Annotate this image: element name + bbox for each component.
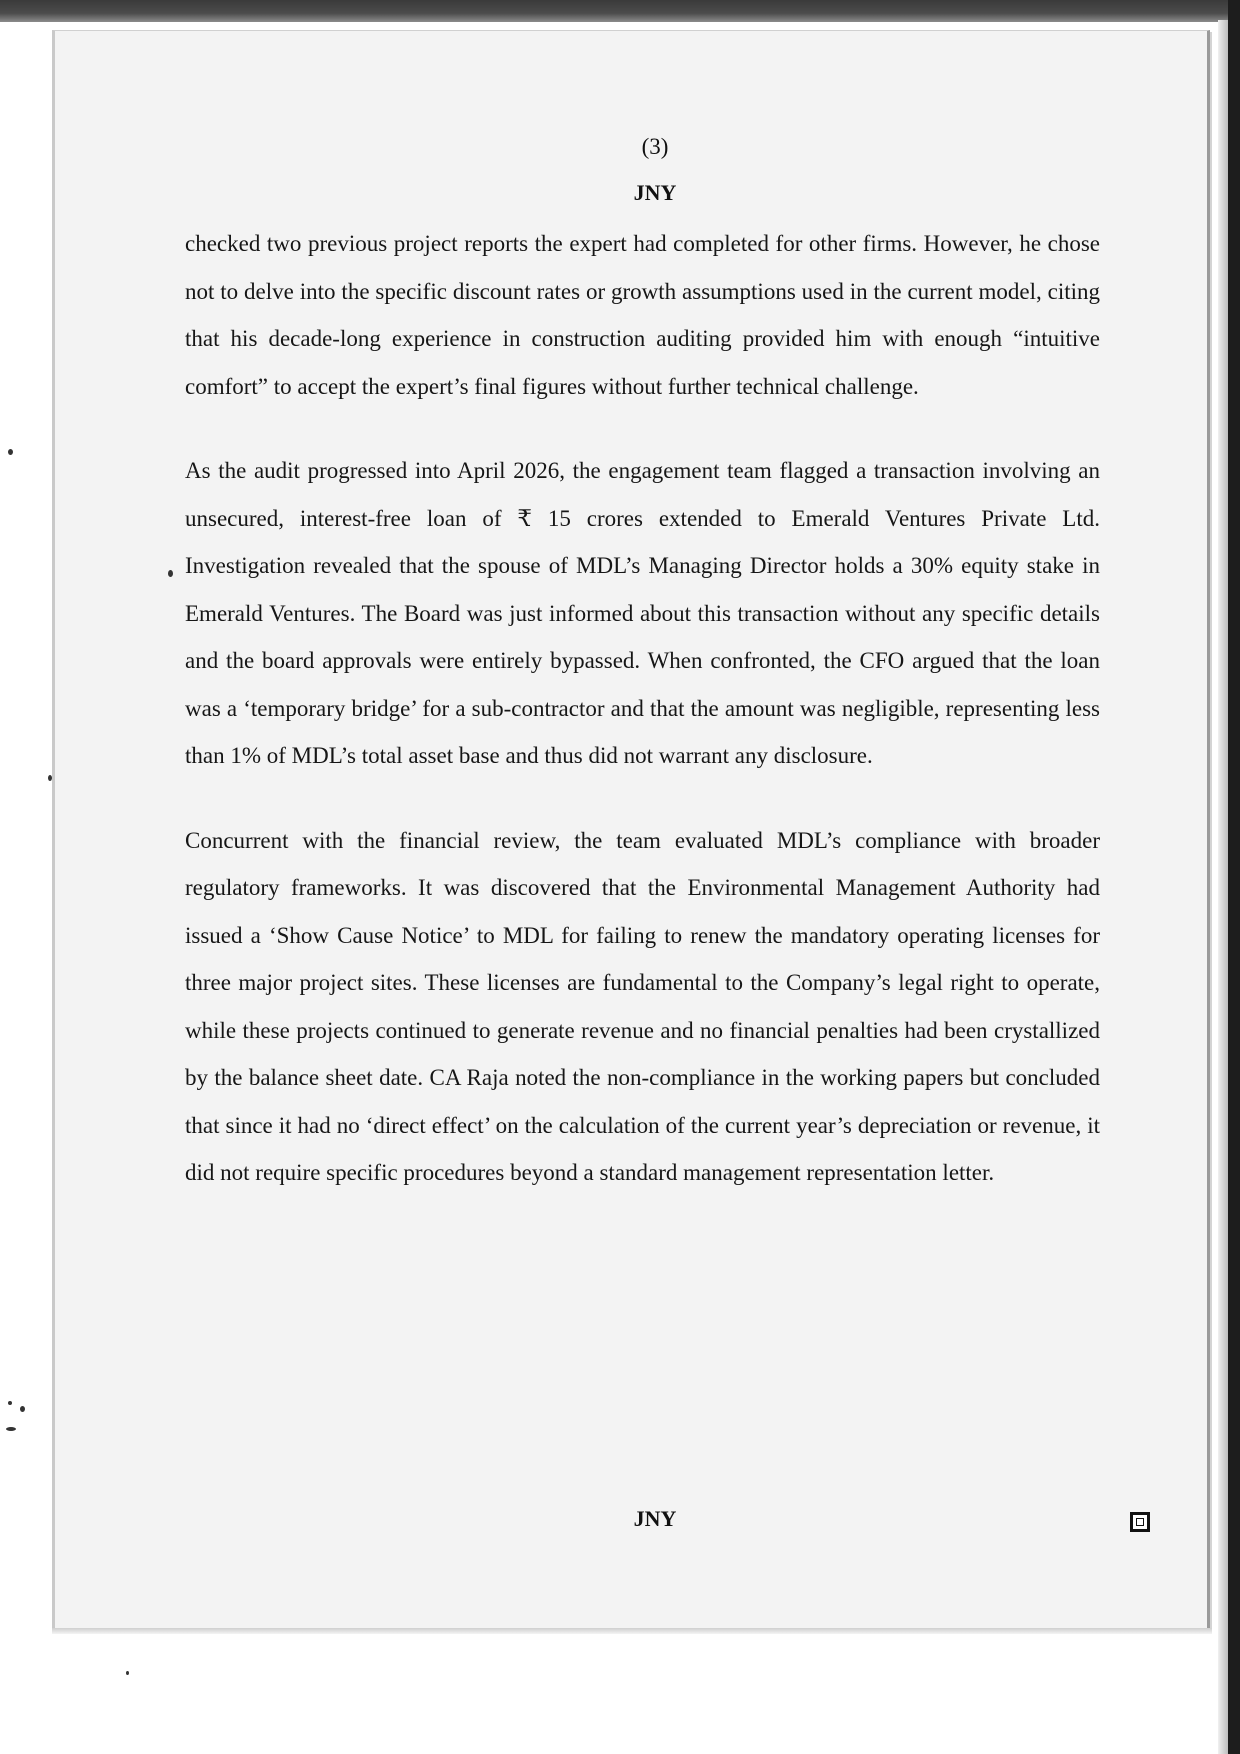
scan-speck bbox=[20, 1406, 25, 1412]
page-number: (3) bbox=[641, 134, 669, 159]
paragraph-related-party-loan: As the audit progressed into April 2026, the engagement team flagged a transaction involving an unsecured, interest-free loan of ₹ 15 crores extended to Emerald Ventures Private Ltd. Investigation revealed that the spouse of MDL’s Managing Director holds a 30% equity stake in Emerald Ventures. The Board was just informed about this transaction without any specific details and the board approvals were entirely bypassed. When confronted, the CFO argued that the loan was a ‘temporary bridge’ for a sub-contractor and that the amount was negligible, representing less than 1% of MDL’s total asset base and thus did not warrant any disclosure. bbox=[185, 458, 1100, 768]
paper-bottom-edge bbox=[52, 1628, 1212, 1634]
paragraph-expert-review: checked two previous project reports the expert had completed for other firms. However, he chose not to delve into the specific discount rates or growth assumptions used in the current model, citing that his decade-long experience in construction auditing provided him with enough “intuitive comfort” to accept the expert’s final figures without further technical challenge. bbox=[185, 231, 1100, 399]
document-body bbox=[185, 220, 1100, 1234]
footer-code: JNY bbox=[633, 1506, 677, 1531]
header-code: JNY bbox=[633, 180, 677, 205]
scan-right-shadow bbox=[1218, 20, 1228, 1754]
corner-square-mark bbox=[1130, 1512, 1150, 1532]
scan-speck bbox=[8, 1401, 12, 1405]
scan-speck bbox=[8, 449, 13, 455]
scan-speck bbox=[126, 1671, 129, 1675]
scan-speck bbox=[168, 570, 173, 577]
scan-right-edge bbox=[1228, 0, 1240, 1754]
scan-speck bbox=[48, 775, 52, 781]
scan-speck bbox=[6, 1427, 16, 1431]
paragraph-regulatory-compliance: Concurrent with the financial review, the team evaluated MDL’s compliance with broader regulatory frameworks. It was discovered that the Environmental Management Authority had issued a ‘Show Cause Notice’ to MDL for failing to renew the mandatory operating licenses for three major project sites. These licenses are fundamental to the Company’s legal right to operate, while these projects continued to generate revenue and no financial penalties had been crystallized by the balance sheet date. CA Raja noted the non-compliance in the working papers but concluded that since it had no ‘direct effect’ on the calculation of the current year’s depreciation or revenue, it did not require specific procedures beyond a standard management representation letter. bbox=[185, 827, 1100, 1185]
scan-top-edge bbox=[0, 0, 1240, 22]
